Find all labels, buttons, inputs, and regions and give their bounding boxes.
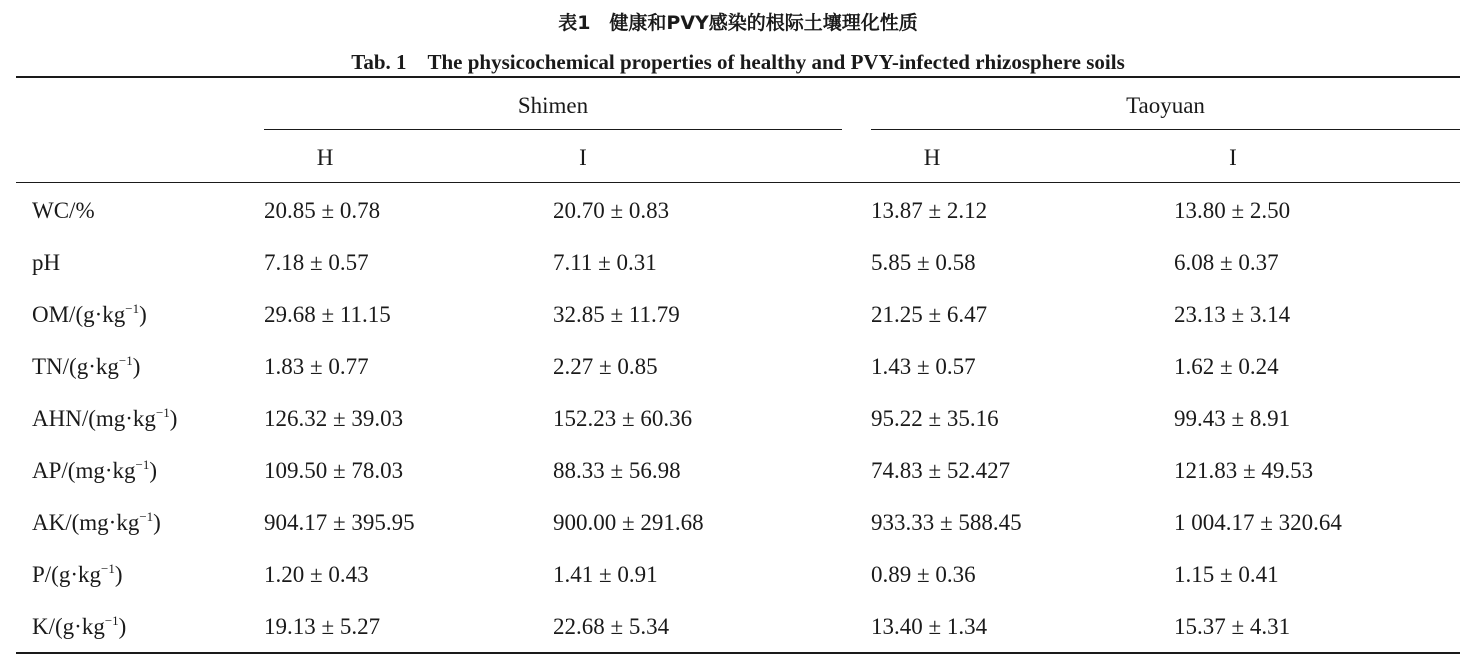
top-rule	[16, 76, 1460, 78]
table-cell: 99.43 ± 8.91	[1174, 406, 1291, 431]
table-cell: 5.85 ± 0.58	[871, 250, 976, 275]
row-label-close: )	[118, 614, 127, 639]
unit-exponent: −1	[118, 353, 133, 368]
column-group-header: Taoyuan	[1126, 93, 1205, 118]
table-cell: 1.43 ± 0.57	[871, 354, 976, 379]
table-cell: 1.20 ± 0.43	[264, 562, 369, 587]
row-label	[32, 563, 123, 586]
table-cell: 900.00 ± 291.68	[553, 510, 704, 535]
table-cell: 21.25 ± 6.47	[871, 302, 988, 327]
row-label-text: OM/(g·kg	[32, 302, 126, 327]
table-cell: 15.37 ± 4.31	[1174, 614, 1291, 639]
table-cell: 32.85 ± 11.79	[553, 302, 680, 327]
table-cell: 29.68 ± 11.15	[264, 302, 391, 327]
table-cell: 13.40 ± 1.34	[871, 614, 988, 639]
row-label	[32, 355, 140, 378]
table-cell: 20.70 ± 0.83	[553, 198, 670, 223]
table-title-en: Tab. 1 The physicochemical properties of healthy and PVY-infected rhizosphere soils	[351, 50, 1125, 74]
row-label-text: P/(g·kg	[32, 562, 101, 587]
row-label	[32, 199, 95, 222]
row-label	[32, 459, 157, 482]
row-label	[32, 511, 161, 534]
table-cell: 7.11 ± 0.31	[553, 250, 657, 275]
row-label-text: K/(g·kg	[32, 614, 105, 639]
row-label-close: )	[149, 458, 158, 483]
row-label	[32, 407, 177, 430]
row-label-close: )	[114, 562, 123, 587]
column-subheader: H	[923, 145, 941, 170]
unit-exponent: −1	[125, 301, 140, 316]
table-cell: 1.62 ± 0.24	[1174, 354, 1279, 379]
row-label-text: pH	[32, 250, 61, 275]
table-cell: 6.08 ± 0.37	[1174, 250, 1279, 275]
table-cell: 126.32 ± 39.03	[264, 406, 404, 431]
row-label	[32, 251, 60, 274]
column-subheader: I	[1229, 145, 1237, 170]
table-cell: 88.33 ± 56.98	[553, 458, 681, 483]
unit-exponent: −1	[155, 405, 170, 420]
row-label-close: )	[132, 354, 141, 379]
row-label-close: )	[153, 510, 161, 535]
table-cell: 109.50 ± 78.03	[264, 458, 404, 483]
bottom-rule	[16, 652, 1460, 654]
table-cell: 0.89 ± 0.36	[871, 562, 976, 587]
row-label-text: WC/%	[32, 198, 95, 223]
table-cell: 1.15 ± 0.41	[1174, 562, 1279, 587]
row-label-text: TN/(g·kg	[32, 354, 119, 379]
table-cell: 22.68 ± 5.34	[553, 614, 670, 639]
table-cell: 1 004.17 ± 320.64	[1174, 510, 1342, 535]
unit-exponent: −1	[101, 561, 115, 576]
table-cell: 74.83 ± 52.427	[871, 458, 1011, 483]
row-label-close: )	[139, 302, 147, 327]
table-cell: 2.27 ± 0.85	[553, 354, 658, 379]
table-cell: 904.17 ± 395.95	[264, 510, 415, 535]
table-cell: 13.87 ± 2.12	[871, 198, 988, 223]
unit-exponent: −1	[135, 457, 150, 472]
row-label	[32, 615, 126, 638]
row-label	[32, 303, 147, 326]
group-rule-shimen	[264, 129, 842, 130]
unit-exponent: −1	[139, 509, 154, 524]
table-cell: 1.83 ± 0.77	[264, 354, 369, 379]
table-cell: 7.18 ± 0.57	[264, 250, 369, 275]
unit-exponent: −1	[104, 613, 119, 628]
table-title-cn: 表1 健康和PVY感染的根际土壤理化性质	[558, 12, 918, 34]
column-subheader: I	[579, 145, 587, 170]
column-subheader: H	[316, 145, 334, 170]
table-cell: 23.13 ± 3.14	[1174, 302, 1291, 327]
table-cell: 20.85 ± 0.78	[264, 198, 381, 223]
header-rule	[16, 182, 1460, 183]
group-rule-taoyuan	[871, 129, 1460, 130]
row-label-close: )	[169, 406, 178, 431]
column-group-header: Shimen	[517, 93, 589, 118]
table-cell: 121.83 ± 49.53	[1174, 458, 1314, 483]
table-cell: 19.13 ± 5.27	[264, 614, 381, 639]
table-cell: 1.41 ± 0.91	[553, 562, 658, 587]
table-cell: 95.22 ± 35.16	[871, 406, 999, 431]
table-cell: 13.80 ± 2.50	[1174, 198, 1291, 223]
row-label-text: AP/(mg·kg	[32, 458, 136, 483]
table-cell: 152.23 ± 60.36	[553, 406, 693, 431]
table-cell: 933.33 ± 588.45	[871, 510, 1022, 535]
row-label-text: AHN/(mg·kg	[32, 406, 156, 431]
row-label-text: AK/(mg·kg	[32, 510, 140, 535]
